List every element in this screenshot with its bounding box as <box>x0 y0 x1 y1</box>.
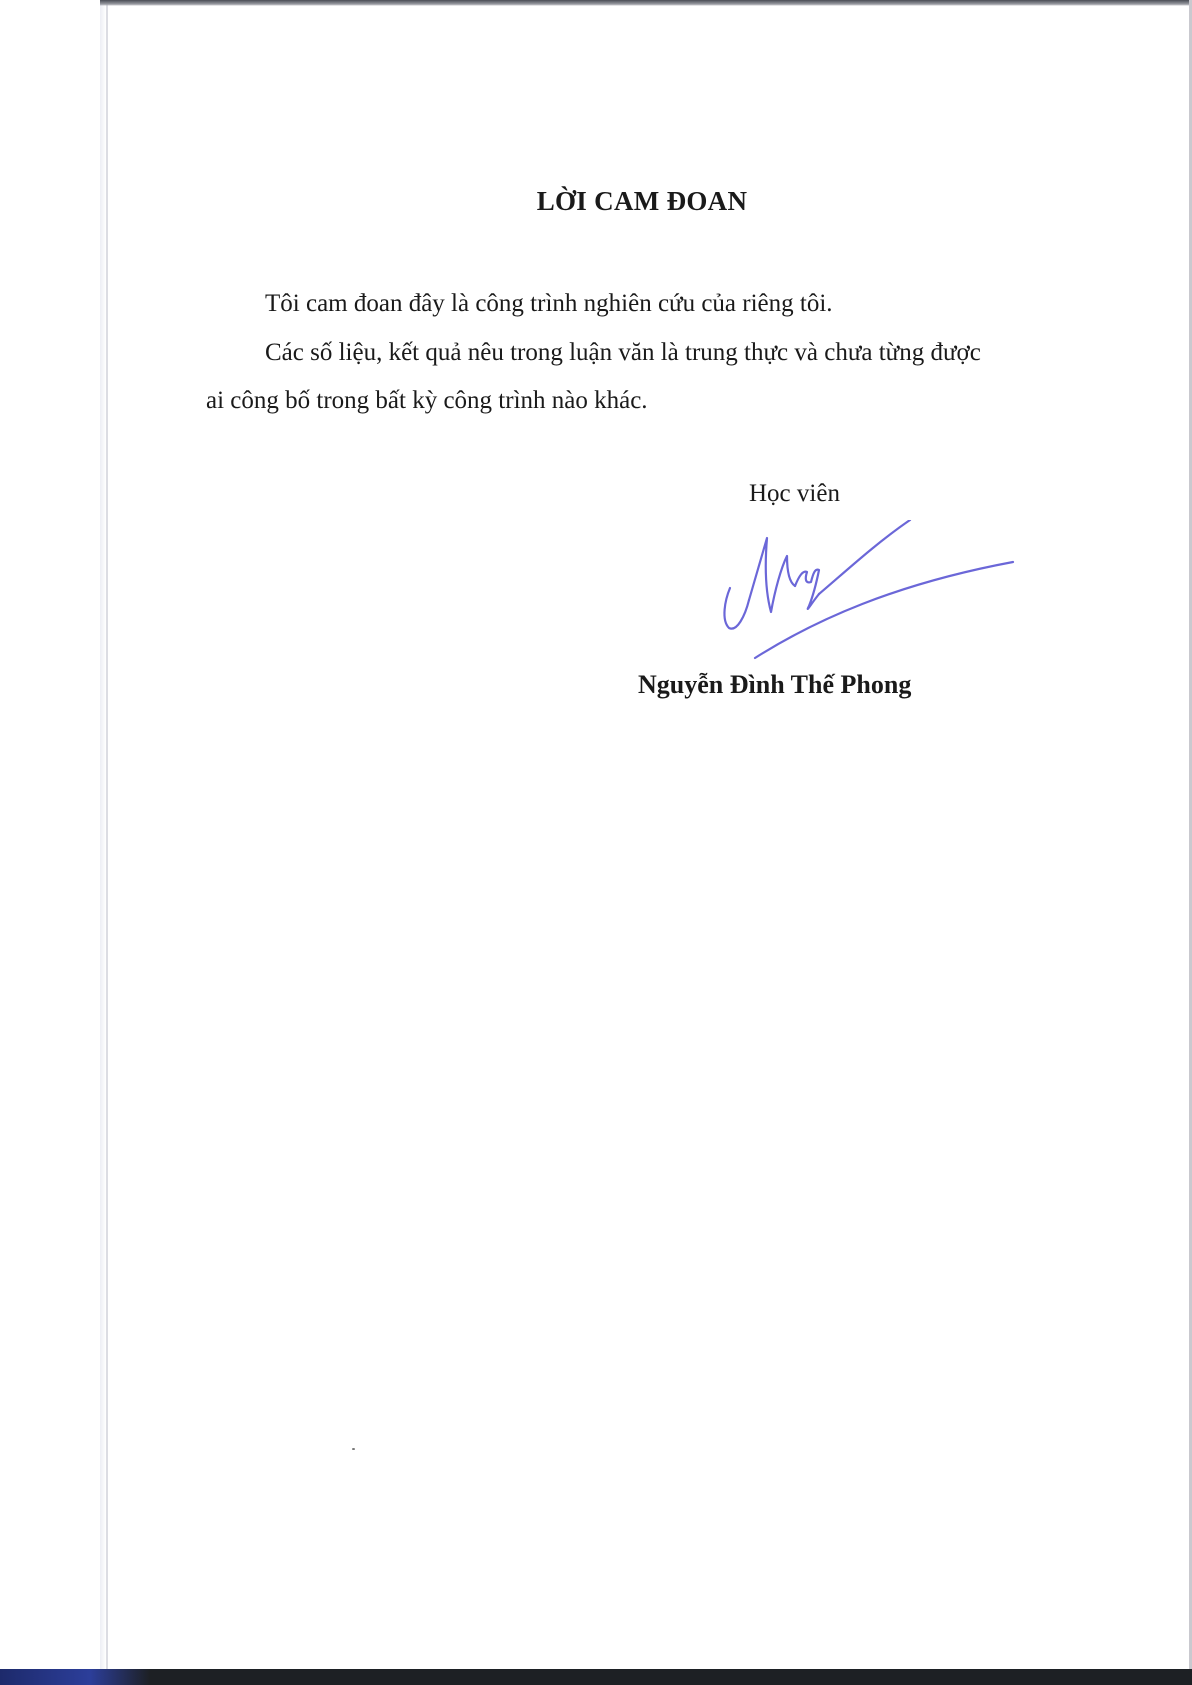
paragraph-1: Tôi cam đoan đây là công trình nghiên cứu của riêng tôi. <box>265 290 833 317</box>
signer-role: Học viên <box>749 480 840 507</box>
paragraph-2-line-1: Các số liệu, kết quả nêu trong luận văn là trung thực và chưa từng được <box>265 339 981 366</box>
scan-bottom-left-tint <box>0 1669 150 1685</box>
signer-name: Nguyễn Đình Thế Phong <box>638 670 912 699</box>
page-title: LỜI CAM ĐOAN <box>536 186 748 216</box>
handwritten-signature-icon <box>715 520 1015 660</box>
scan-left-edge <box>100 0 106 1685</box>
paragraph-2-line-2: ai công bố trong bất kỳ công trình nào khác. <box>206 387 648 414</box>
scan-speck <box>352 1448 355 1450</box>
scan-bottom-edge <box>0 1669 1192 1685</box>
scan-left-margin <box>0 0 108 1685</box>
scan-top-edge <box>100 0 1192 6</box>
